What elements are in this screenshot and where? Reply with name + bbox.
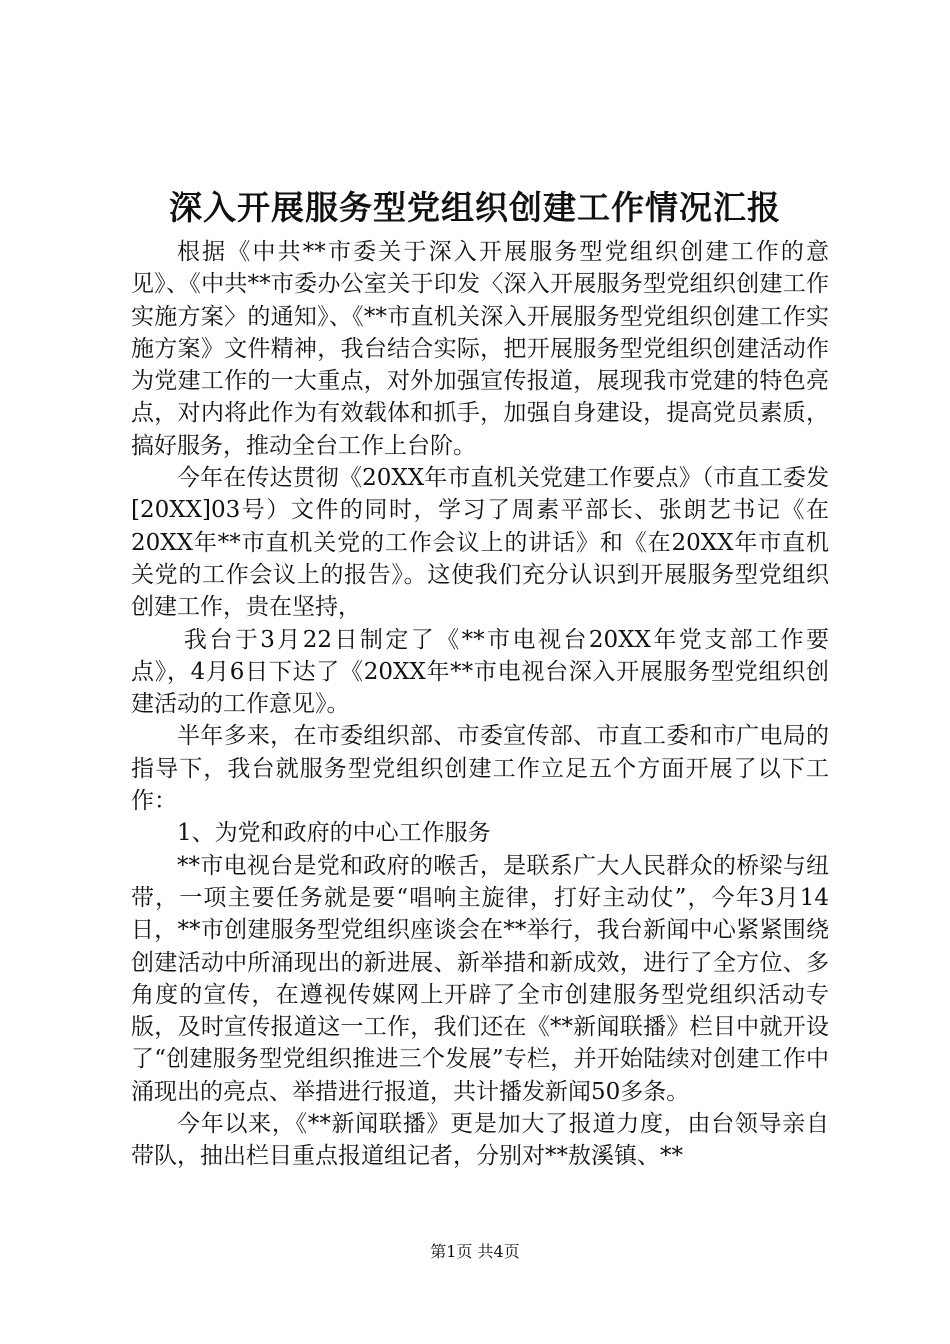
paragraph: 今年以来，《**新闻联播》更是加大了报道力度，由台领导亲自带队，抽出栏目重点报道组记者，分别对**敖溪镇、** [131, 1111, 829, 1170]
document-title: 深入开展服务型党组织创建工作情况汇报 [169, 188, 781, 227]
section-heading: 1、为党和政府的中心工作服务 [177, 820, 491, 847]
paragraph: 根据《中共**市委关于深入开展服务型党组织创建工作的意见》、《中共**市委办公室关于印发〈深入开展服务型党组织创建工作实施方案〉的通知》、《**市直机关深入开展服务型党组织创建工作实施方案》文件精神，我台结合实际，把开展服务型党组织创建活动作为党建工作的一大重点，对外加强宣传报道，展现我市党建的特色亮点，对内将此作为有效载体和抓手，加强自身建设，提高党员素质，搞好服务，推动全台工作上台阶。 [131, 239, 829, 459]
page-number-footer: 第1页 共4页 [430, 1242, 520, 1261]
paragraph: 今年在传达贯彻《20XX年市直机关党建工作要点》（市直工委发[20XX]03号）文件的同时，学习了周素平部长、张朗艺书记《在20XX年**市直机关党的工作会议上的讲话》和《在20XX年市直机关党的工作会议上的报告》。这使我们充分认识到开展服务型党组织创建工作，贵在坚持， [131, 465, 829, 621]
document-body [131, 236, 829, 1173]
paragraph: 半年多来，在市委组织部、市委宣传部、市直工委和市广电局的指导下，我台就服务型党组织创建工作立足五个方面开展了以下工作： [131, 723, 829, 815]
paragraph: **市电视台是党和政府的喉舌，是联系广大人民群众的桥梁与纽带，一项主要任务就是要“唱响主旋律，打好主动仗”，今年3月14日，**市创建服务型党组织座谈会在**举行，我台新闻中心紧紧围绕创建活动中所涌现出的新进展、新举措和新成效，进行了全方位、多角度的宣传，在遵视传媒网上开辟了全市创建服务型党组织活动专版，及时宣传报道这一工作，我们还在《**新闻联播》栏目中就开设了“创建服务型党组织推进三个发展”专栏，并开始陆续对创建工作中涌现出的亮点、举措进行报道，共计播发新闻50多条。 [131, 852, 829, 1105]
paragraph: 我台于3月22日制定了《**市电视台20XX年党支部工作要点》，4月6日下达了《20XX年**市电视台深入开展服务型党组织创建活动的工作意见》。 [131, 626, 829, 718]
